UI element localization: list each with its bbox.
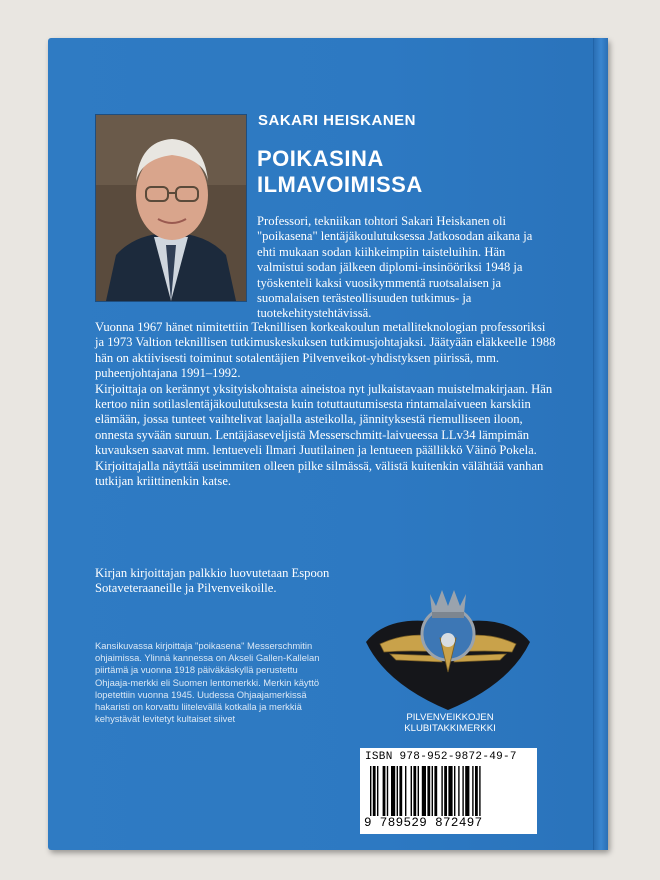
paragraph-career: Vuonna 1967 hänet nimitettiin Teknillisen korkeakoulun metalliteknologian professoriksi ja 1973 Valtion teknillisen tutkimuskeskuksen tutkimusjohtajaksi. Jäätyään eläkkeelle 1988 hän on aktiivisesti toiminut sotalentäjien Pilvenveikot-yhdistyksen piirissä, mm. puheenjohtajana 1991–1992. bbox=[95, 320, 556, 381]
cover-caption: Kansikuvassa kirjoittaja "poikasena" Messerschmitin ohjaimissa. Ylinnä kannessa on Akseli Gallen-Kallelan piirtämä ja vuonna 1918 päiväkäskyllä perustettu Ohjaaja-merkki eli Suomen lentomerkki. Merkin käyttö lopetettiin vuonna 1945. Uudessa Ohjaajamerkissä hakaristi on korvattu liitelevällä kotkalla ja merkkiä kehystävät levitetyt kultaiset siivet bbox=[95, 640, 320, 725]
barcode-number: 9 789529 872497 bbox=[364, 816, 483, 830]
book-title-line2: ILMAVOIMISSA bbox=[257, 172, 423, 197]
book-spine bbox=[593, 38, 608, 850]
author-photo bbox=[95, 114, 247, 302]
winged-emblem-icon bbox=[360, 572, 536, 712]
paragraph-memoir: Kirjoittaja on kerännyt yksityiskohtaista aineistoa nyt julkaistavaan muistelmakirjaan. Hän kertoo niin sotilaslentäjäkoulutuksesta kuin totuttautumisesta rintamalaivueen karskiin elämään, jossa tunteet vaihtelivat laajalla asteikolla, jännityksestä riemulliseen iloon, onnesta syvään suruun. Lentäjäaseveljistä Messerschmitt-laivueessa LLv34 lämpimän kuvauksen saavat mm. lentueveli Ilmari Juutilainen ja lentueen päällikkö Väinö Pokela. Kirjoittajalla näyttää useimmiten olleen pilke silmässä, välistä kuitenkin välähtää vanhan tutkijan kriittinenkin katse. bbox=[95, 381, 553, 489]
barcode bbox=[360, 748, 537, 834]
paragraph-royalty: Kirjan kirjoittajan palkkio luovutetaan Espoon Sotaveteraaneille ja Pilvenveikoille. bbox=[95, 566, 330, 596]
book-title-line1: POIKASINA bbox=[257, 146, 384, 171]
paragraph-intro: Professori, tekniikan tohtori Sakari Heiskanen oli "poikasena" lentäjäkoulutuksessa Jatkosodan aikana ja ehti mukaan sodan kiihkeimpiin taisteluihin. Hän valmistui sodan jälkeen diplomi-insinööriksi 1948 ja työskenteli kaksi vuosikymmentä ruotsalaisen ja suomalaisen terästeollisuuden tutkimus- ja tuotekehitystehtävissä. bbox=[257, 214, 533, 321]
book-title bbox=[257, 146, 423, 198]
paragraph-block bbox=[95, 320, 557, 489]
isbn-text: ISBN 978-952-9872-49-7 bbox=[365, 751, 517, 763]
badge-caption: PILVENVEIKKOJEN KLUBITAKKIMERKKI bbox=[404, 712, 496, 734]
author-name: SAKARI HEISKANEN bbox=[258, 112, 417, 129]
barcode-bars bbox=[370, 766, 528, 816]
